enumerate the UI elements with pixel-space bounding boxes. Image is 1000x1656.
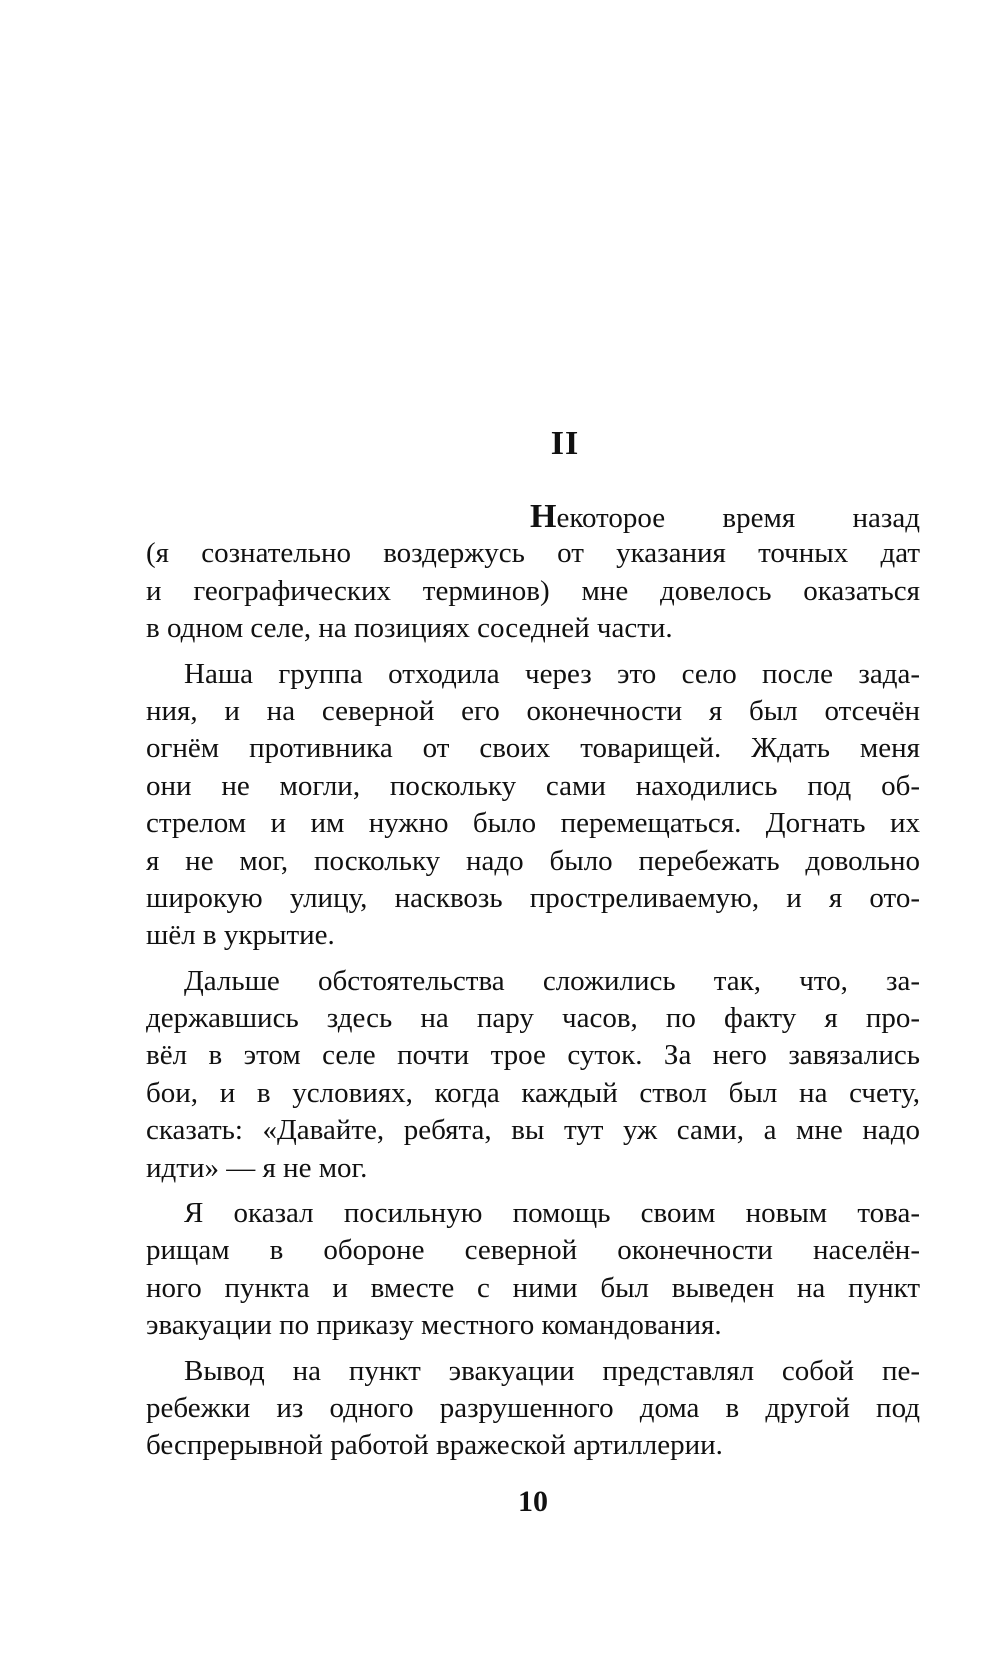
- paragraph-gap: [146, 955, 920, 963]
- paragraph-line: сказать: «Давайте, ребята, вы тут уж сами, а мне надо: [146, 1114, 920, 1147]
- paragraph-line: шёл в укрытие.: [146, 919, 335, 952]
- page-number: 10: [518, 1485, 548, 1518]
- paragraph-line: ного пункта и вместе с ними был выведен на пункт: [146, 1271, 920, 1304]
- paragraph-line: беспрерывной работой вражеской артиллерии.: [146, 1429, 723, 1462]
- paragraph-line: ребежки из одного разрушенного дома в другой под: [146, 1391, 920, 1424]
- paragraph-line: державшись здесь на пару часов, по факту я про-: [146, 1002, 920, 1035]
- paragraph-line: в одном селе, на позициях соседней части.: [146, 612, 673, 645]
- dropcap: Н: [530, 498, 557, 535]
- paragraph-gap: [146, 648, 920, 656]
- paragraph-line: Дальше обстоятельства сложились так, что, за-: [184, 964, 920, 997]
- paragraph-line: идти» — я не мог.: [146, 1151, 368, 1184]
- paragraph-gap: [146, 1187, 920, 1195]
- paragraph-line: стрелом и им нужно было перемещаться. Догнать их: [146, 807, 920, 840]
- paragraph-line: и географических терминов) мне довелось оказаться: [146, 574, 920, 607]
- paragraph-line: они не могли, поскольку сами находились под об-: [146, 769, 920, 802]
- paragraph-line: рищам в обороне северной оконечности населён-: [146, 1234, 920, 1267]
- chapter-text: [146, 498, 920, 1465]
- paragraph-line: Наша группа отходила через это село после зада-: [184, 657, 920, 690]
- paragraph-line: широкую улицу, насквозь простреливаемую, и я ото-: [146, 881, 920, 914]
- paragraph-line: Некоторое время назад: [530, 498, 920, 535]
- paragraph-line: огнём противника от своих товарищей. Ждать меня: [146, 732, 920, 765]
- paragraph-line: ния, и на северной его оконечности я был отсечён: [146, 694, 920, 727]
- paragraph-line: Вывод на пункт эвакуации представлял собой пе-: [184, 1354, 920, 1387]
- paragraph-line: Я оказал посильную помощь своим новым това-: [184, 1197, 920, 1230]
- paragraph-gap: [146, 1345, 920, 1353]
- paragraph-line: (я сознательно воздержусь от указания точных дат: [146, 537, 920, 570]
- paragraph-line: вёл в этом селе почти трое суток. За него завязались: [146, 1039, 920, 1072]
- chapter-number: II: [550, 425, 580, 462]
- paragraph-line: я не мог, поскольку надо было перебежать довольно: [146, 844, 920, 877]
- paragraph-line: бои, и в условиях, когда каждый ствол был на счету,: [146, 1076, 920, 1109]
- paragraph-line: эвакуации по приказу местного командования.: [146, 1309, 722, 1342]
